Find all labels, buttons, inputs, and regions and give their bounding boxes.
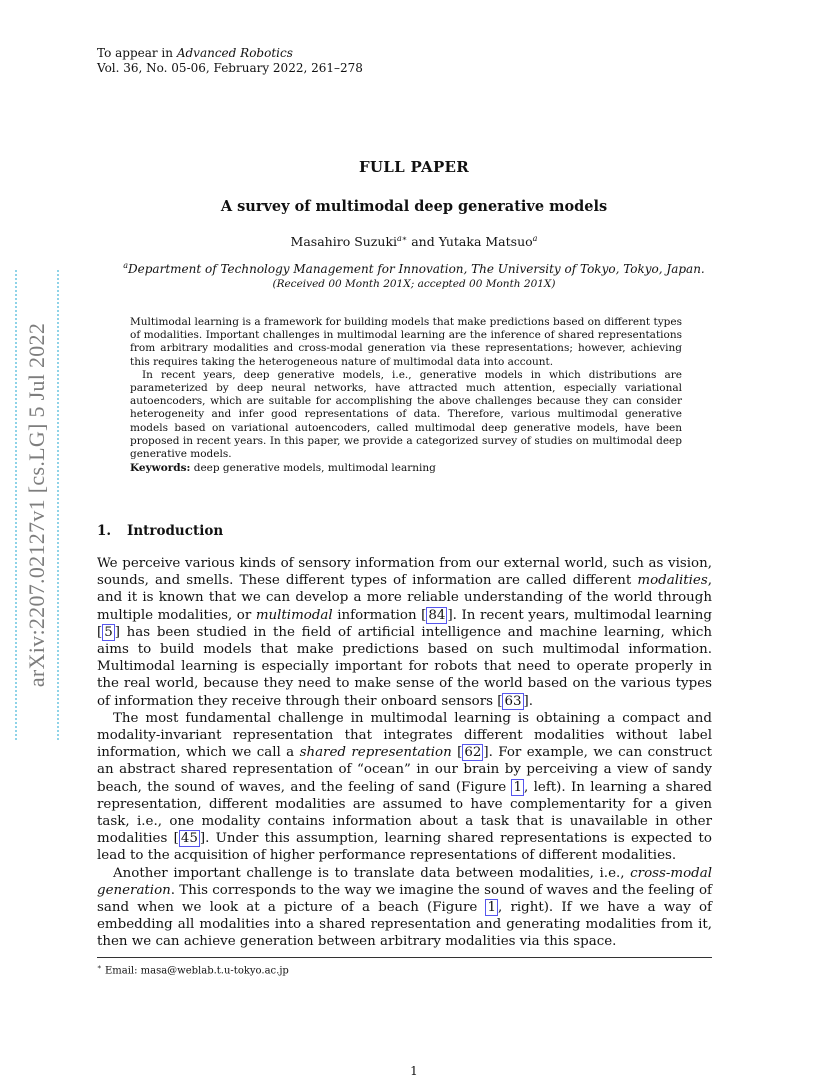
author-list (0, 234, 828, 249)
text-run: ]. In recent years, multimodal learning [ (97, 607, 712, 640)
text-run: ]. (523, 693, 534, 709)
text-run: , left). In learning a shared representation, different modalities are assumed to have complementarity for a given task, i.e., one modality contains information about a task that is unavailable in other modalities [ (97, 779, 712, 847)
keywords-text: deep generative models, multimodal learning (190, 462, 436, 474)
keywords-label: Keywords: (130, 462, 191, 474)
keywords (130, 462, 436, 474)
abstract-paragraph: Multimodal learning is a framework for building models that make predictions based on different types of modalities. Important challenges in multimodal learning are the inference of shared representations from arbitrary modalities and cross-modal generation via these representations; however, achieving this requires taking the heterogeneous nature of multimodal data into account. (130, 316, 682, 368)
journal-prefix: To appear in (97, 46, 177, 60)
journal-volume: Vol. 36, No. 05-06, February 2022, 261–278 (97, 61, 363, 75)
author-name: Masahiro Suzuki (290, 234, 398, 250)
text-run: . This corresponds to the way we imagine the sound of waves and the feeling of sand when we look at a picture of a beach (Figure (97, 882, 712, 916)
page-number: 1 (410, 1064, 418, 1078)
body-paragraph (97, 555, 712, 710)
footnote (97, 963, 289, 976)
text-run: The most fundamental challenge in multimodal learning is obtaining a compact and modality-invariant representation that integrates different modalities without label information, which we call a (97, 710, 712, 761)
text-run: , and it is known that we can develop a more reliable understanding of the world through multiple modalities, or (97, 573, 712, 623)
paper-title: A survey of multimodal deep generative models (220, 198, 608, 215)
author-name: Yutaka Matsuo (438, 234, 533, 250)
journal-info (97, 46, 363, 76)
text-run: Another important challenge is to translate data between modalities, i.e., (113, 865, 631, 881)
abstract (130, 316, 682, 461)
emphasis: multimodal (255, 607, 333, 623)
emphasis: modalities (637, 573, 708, 589)
figure-link[interactable]: 1 (487, 900, 497, 916)
emphasis: shared representation (299, 745, 452, 761)
text-run: [ (451, 745, 463, 761)
citation-link[interactable]: 63 (504, 693, 522, 709)
received-dates: (Received 00 Month 201X; accepted 00 Month 201X) (272, 278, 556, 290)
text-run: We perceive various kinds of sensory information from our external world, such as vision, sounds, and smells. These different types of information are called different (97, 556, 712, 589)
text-run: ] has been studied in the field of artificial intelligence and machine learning, which aims to build models that make predictions based on such multimodal information. Multimodal learning is especially important for robots that need to operate properly in the real world, because they need to make sense of the world based on the various types of information they receive through their onboard sensors [ (97, 624, 712, 709)
affiliation (0, 261, 828, 276)
abstract-paragraph: In recent years, deep generative models, i.e., generative models in which distributions are parameterized by deep neural networks, have attracted much attention, especially variational autoencoders, which are suitable for accomplishing the above challenges because they can consider heterogeneity and infer good representations of data. Therefore, various multimodal generative models based on variational autoencoders, called multimodal deep generative models, have been proposed in recent years. In this paper, we provide a categorized survey of studies on multimodal deep generative models. (130, 368, 682, 461)
text-run: ]. Under this assumption, learning shared representations is expected to lead to the acquisition of higher performance representations of different modalities. (97, 831, 712, 864)
citation-link[interactable]: 62 (464, 745, 482, 761)
figure-link[interactable]: 1 (513, 779, 523, 795)
arxiv-id-text: arXiv:2207.02127v1 [cs.LG] 5 Jul 2022 (24, 322, 49, 688)
citation-link[interactable]: 84 (428, 607, 446, 623)
author-conjunction: and (407, 234, 439, 250)
body-paragraph (97, 710, 712, 865)
section-title: Introduction (127, 523, 224, 539)
section-number: 1. (97, 523, 112, 539)
affiliation-mark: a (123, 261, 129, 270)
footnote-mark: ∗ (97, 963, 102, 971)
author-affiliation-mark: a (532, 234, 538, 243)
introduction-body (97, 555, 712, 951)
text-run: , right). If we have a way of embedding all modalities into a shared representation and generating modalities from it, then we can achieve generation between arbitrary modalities via this space. (97, 900, 712, 950)
text-run: ]. For example, we can construct an abstract shared representation of “ocean” in our brain by perceiving a view of sandy beach, the sound of waves, and the feeling of sand (Figure (97, 745, 712, 795)
paper-type-heading: FULL PAPER (358, 158, 470, 176)
emphasis: cross-modal generation (97, 865, 712, 898)
footnote-divider (97, 957, 712, 958)
section-heading (97, 523, 223, 539)
text-run: information [ (332, 607, 427, 623)
journal-name: Advanced Robotics (176, 46, 293, 60)
body-paragraph (97, 865, 712, 951)
citation-link[interactable]: 45 (180, 831, 198, 847)
footnote-text: Email: masa@weblab.t.u-tokyo.ac.jp (101, 965, 289, 977)
arxiv-identifier-stamp[interactable] (15, 270, 59, 740)
affiliation-text: Department of Technology Management for Innovation, The University of Tokyo, Tokyo, Japan. (128, 262, 705, 276)
author-affiliation-mark: a∗ (397, 234, 408, 243)
citation-link[interactable]: 5 (104, 624, 113, 640)
